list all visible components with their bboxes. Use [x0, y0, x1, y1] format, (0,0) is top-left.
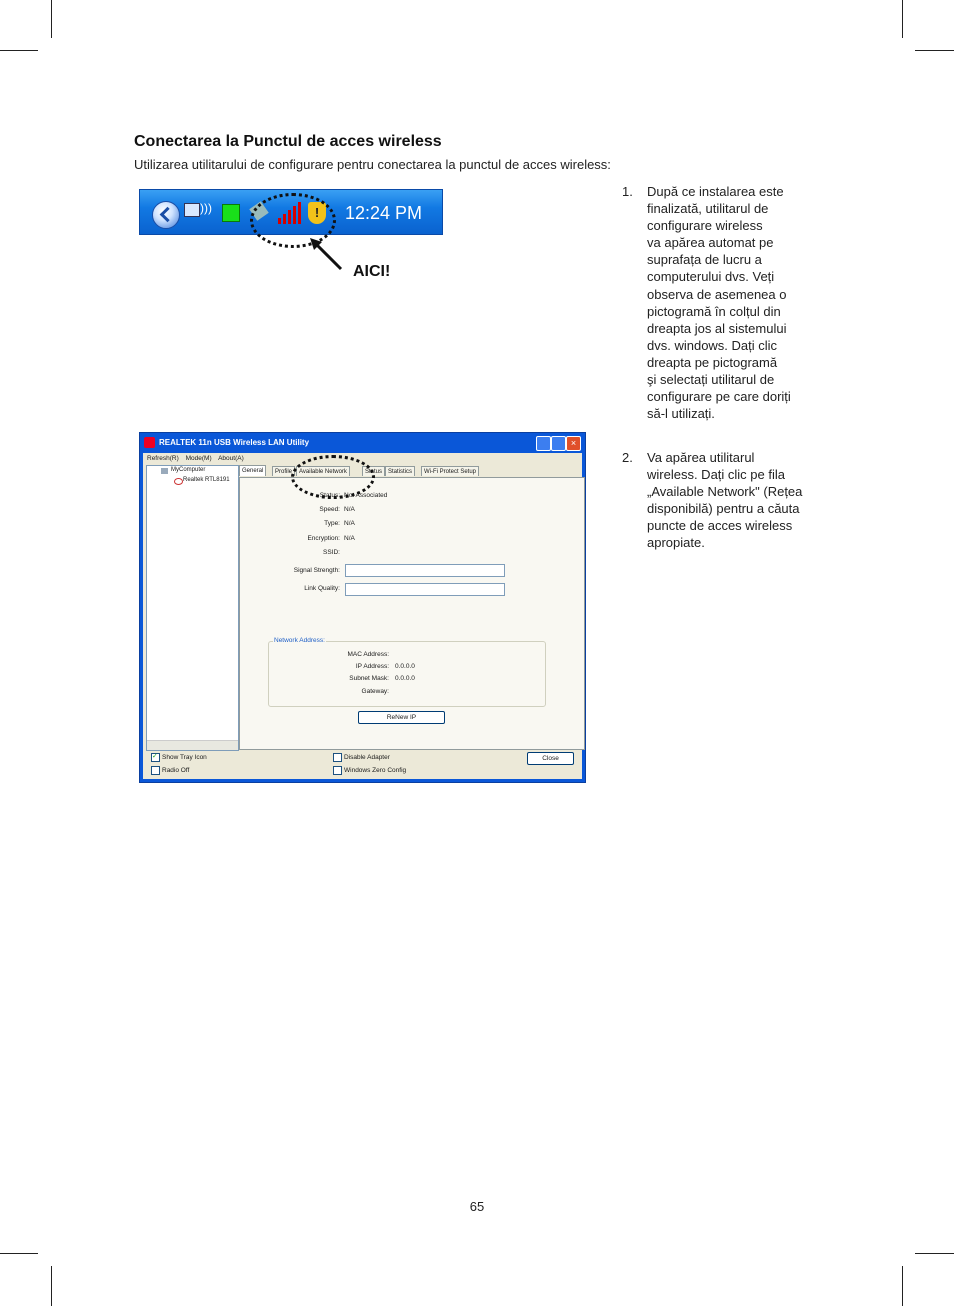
mac-label: MAC Address: [347, 651, 389, 658]
security-shield-icon: ! [308, 202, 326, 224]
network-address-group [268, 637, 546, 707]
computer-icon [161, 468, 168, 474]
page-number: 65 [469, 1199, 485, 1214]
minimize-button[interactable] [536, 436, 551, 451]
tab-status[interactable]: Status [362, 466, 385, 476]
green-square-icon [222, 204, 240, 222]
crop-mark [915, 50, 954, 51]
crop-mark [902, 0, 903, 38]
mask-label: Subnet Mask: [349, 675, 389, 682]
encryption-value: N/A [344, 535, 355, 542]
crop-mark [0, 1253, 38, 1254]
maximize-button[interactable] [551, 436, 566, 451]
tab-profile[interactable]: Profile [272, 466, 295, 476]
crop-mark [902, 1266, 903, 1306]
ip-value: 0.0.0.0 [395, 663, 415, 670]
section-title: Conectarea la Punctul de acces wireless [134, 133, 442, 150]
callout-label: AICI! [353, 263, 391, 280]
menu-refresh[interactable]: Refresh(R) [147, 455, 179, 462]
crop-mark [51, 1266, 52, 1306]
intro-text: Utilizarea utilitarului de configurare pentru conectarea la punctul de acces wireless: [134, 157, 611, 172]
device-tree [146, 465, 239, 751]
signal-strength-bar [345, 564, 505, 577]
windows-zero-config-checkbox[interactable]: Windows Zero Config [333, 766, 406, 775]
step-text: După ce instalarea este finalizată, utilitarul de configurare wireless va apărea automat pe suprafața de lucru a computerului dvs. Veți observa de asemenea o pictogramă în colțul din dreapta jos al sistemului dvs. windows. Dați clic dreapta pe pictogramă şi selectați utilitarul de configurare pe care doriți să-l utilizați. [647, 184, 791, 422]
group-title: Network Address: [274, 637, 325, 644]
tree-root[interactable]: MyComputer [171, 467, 206, 473]
mask-value: 0.0.0.0 [395, 675, 415, 682]
window-title: REALTEK 11n USB Wireless LAN Utility [159, 438, 310, 447]
radio-off-checkbox[interactable]: Radio Off [151, 766, 189, 775]
type-value: N/A [344, 520, 355, 527]
step-2 [622, 449, 822, 559]
tree-adapter[interactable]: Realtek RTL8191 [183, 477, 230, 483]
renew-ip-button[interactable]: ReNew IP [358, 711, 445, 724]
step-1 [622, 183, 822, 423]
wifi-waves-icon: ))) [200, 201, 212, 215]
tab-general[interactable]: General [239, 465, 266, 476]
tree-scrollbar[interactable] [147, 740, 238, 750]
close-button[interactable]: Close [527, 752, 574, 765]
back-arrow-icon [152, 201, 180, 229]
adapter-icon [174, 478, 183, 485]
callout-arrow-icon [308, 236, 344, 272]
tab-available-network[interactable]: Available Network [296, 466, 350, 476]
type-label: Type: [324, 520, 340, 527]
link-quality-bar [345, 583, 505, 596]
disable-adapter-checkbox[interactable]: Disable Adapter [333, 753, 390, 762]
link-label: Link Quality: [304, 585, 340, 592]
step-text: Va apărea utilitarul wireless. Dați clic pe fila „Available Network" (Rețea disponibilă) pentru a căuta puncte de acces wireless apropiate. [647, 450, 803, 551]
ip-label: IP Address: [355, 663, 389, 670]
tab-wps[interactable]: Wi-Fi Protect Setup [421, 466, 479, 476]
step-number: 2. [622, 450, 633, 465]
status-value: Not Associated [344, 492, 388, 499]
menu-mode[interactable]: Mode(M) [185, 455, 212, 462]
gateway-label: Gateway: [361, 688, 389, 695]
encryption-label: Encryption: [307, 535, 340, 542]
tab-statistics[interactable]: Statistics [385, 466, 415, 476]
highlight-circle [291, 455, 375, 499]
status-label: Status: [319, 492, 340, 499]
speed-label: Speed: [319, 506, 340, 513]
menu-about[interactable]: About(A) [218, 455, 244, 462]
show-tray-checkbox[interactable]: Show Tray Icon ✓ [151, 753, 207, 762]
general-panel [239, 477, 585, 750]
network-icon [184, 203, 200, 217]
crop-mark [0, 50, 38, 51]
ssid-label: SSID: [323, 549, 340, 556]
crop-mark [915, 1253, 954, 1254]
step-number: 1. [622, 184, 633, 199]
taskbar-clock: 12:24 PM [345, 203, 423, 223]
signal-label: Signal Strength: [293, 567, 340, 574]
close-window-button[interactable]: × [566, 436, 581, 451]
speed-value: N/A [344, 506, 355, 513]
crop-mark [51, 0, 52, 38]
window-body [143, 453, 582, 779]
